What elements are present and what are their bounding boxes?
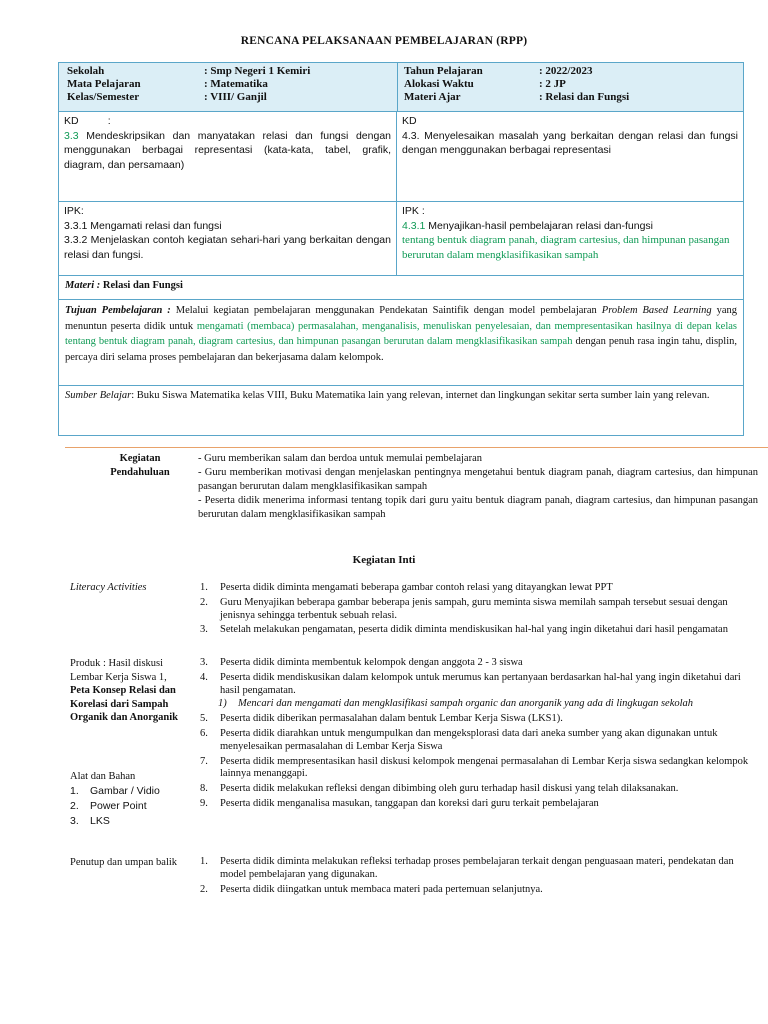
item-text: Guru Menyajikan beberapa gambar beberapa jenis sampah, guru meminta siswa memilah sampah tersebut sesuai dengan jenisnya sehingga terbentuk sebuah relasi.	[220, 596, 728, 621]
tujuan-paragraph	[59, 300, 743, 368]
tujuan-label: Tujuan Pembelajaran :	[65, 305, 171, 316]
materi-label: Materi :	[65, 280, 101, 291]
item-number: 4.	[200, 671, 208, 683]
kd-left-text: Mendeskripsikan dan manyatakan relasi dan fungsi dengan menggunakan berbagai representasi (kata-kata, tabel, grafik, diagram, dan persamaan)	[64, 129, 391, 171]
list-item	[200, 597, 760, 623]
document-title: RENCANA PELAKSANAAN PEMBELAJARAN (RPP)	[240, 35, 528, 47]
item-text: LKS	[90, 815, 110, 827]
kd-left-cell	[59, 112, 397, 201]
tujuan-row	[58, 300, 744, 386]
kd-right-text: 4.3. Menyelesaikan masalah yang berkaitan dengan relasi dan fungsi dengan menggunakan berbagai representasi	[402, 129, 738, 156]
value-tahun: : 2022/2023	[539, 65, 593, 77]
item-text: Peserta didik melakukan refleksi dengan dibimbing oleh guru terhadap hasil diskusi yang telah dilaksanakan.	[220, 783, 679, 795]
penutup-list	[200, 856, 760, 898]
ipk-right-text-1: Menyajikan-hasil pembelajaran relasi dan-fungsi	[428, 219, 653, 232]
list-item	[200, 582, 760, 595]
pendahuluan-body	[198, 452, 758, 522]
item-text: Peserta didik diminta melakukan refleksi terhadap proses pembelajaran terkait dengan penguasaan materi, pendekatan dan model pembelajaran yang digunakan.	[220, 856, 734, 880]
kd-row	[58, 112, 744, 202]
item-text: Peserta didik diarahkan untuk mengumpulkan dan mengeksplorasi data dari aneka sumber yang akan digunakan untuk menyelesaikan permasalahan di Lembar Kerja Siswa	[220, 727, 718, 752]
label-materi-ajar: Materi Ajar	[404, 91, 461, 103]
label-tahun: Tahun Pelajaran	[404, 65, 483, 77]
kd-right-label: KD	[402, 115, 417, 127]
label-alokasi: Alokasi Waktu	[404, 78, 474, 90]
pendahuluan-item: - Guru memberikan motivasi dengan menjelaskan pentingnya mengetahui bentuk diagram panah, diagram cartesius, dan himpunan pasangan berurutan dalam mengklasifikasikan sampah	[198, 467, 758, 492]
kd-left-text-block	[64, 129, 391, 173]
ipk-left-cell	[59, 202, 397, 275]
identity-header	[58, 62, 744, 112]
list-item	[200, 856, 760, 882]
item-number: 2.	[200, 596, 208, 608]
value-sekolah: : Smp Negeri 1 Kemiri	[204, 65, 311, 77]
alat-label: Alat dan Bahan	[70, 771, 136, 782]
item-text: Peserta didik diminta mengamati beberapa gambar contoh relasi yang ditayangkan lewat PPT	[220, 582, 613, 593]
materi-line	[59, 276, 743, 297]
item-number: 3.	[200, 657, 208, 668]
kd-right-cell	[397, 112, 743, 201]
pendahuluan-item: - Peserta didik menerima informasi tentang topik dari guru yaitu bentuk diagram panah, diagram cartesius, dan himpunan pasangan berurutan dalam mengklasifikasikan sampah	[198, 495, 758, 520]
sub-item-text: Mencari dan mengamati dan mengklasifikasi sampah organic dan anorganik yang ada di lingkugan sekolah	[238, 698, 694, 710]
item-text: Peserta didik mendiskusikan dalam kelompok untuk merumus kan pertanyaan berdasarkan hal-hal yang ingin diketahui dari hasil pengamatan.	[220, 671, 741, 696]
item-number: 1.	[200, 856, 208, 867]
pendahuluan-item: - Guru memberikan salam dan berdoa untuk memulai pembelajaran	[198, 453, 482, 464]
materi-row	[58, 276, 744, 300]
kd-left-number: 3.3	[64, 129, 79, 142]
header-divider	[397, 63, 398, 111]
alat-bahan	[70, 769, 160, 829]
produk-label	[70, 657, 182, 725]
list-item	[200, 884, 760, 897]
ipk-left-label: IPK:	[64, 205, 84, 217]
item-number: 6.	[200, 727, 208, 739]
ipk-left-item-1: 3.3.1 Mengamati relasi dan fungsi	[64, 219, 222, 232]
tujuan-pbl: Problem Based Learning	[601, 305, 712, 316]
list-item	[200, 657, 760, 670]
ipk-right-cell	[397, 202, 743, 275]
tujuan-green-text: mengamati (membaca) permasalahan, menganalisis, menuliskan penyelesaian, dan mempresentasikan hasilnya di depan kelas tentang bentuk diagram panah, diagram cartesius, dan himpunan pasangan berurutan dalam mengklasifikasikan sampah	[65, 320, 738, 347]
sumber-paragraph	[59, 386, 743, 407]
tujuan-text-1: Melalui kegiatan pembelajaran menggunakan Pendekatan Saintifik dengan model pembelajaran	[175, 305, 597, 316]
sub-list-item	[200, 698, 760, 711]
item-text: Gambar / Vidio	[90, 785, 160, 797]
value-alokasi: : 2 JP	[539, 78, 566, 90]
alat-item	[70, 814, 160, 829]
sumber-label: Sumber Belajar	[65, 390, 132, 401]
penutup-label: Penutup dan umpan balik	[70, 857, 178, 868]
header-right	[404, 65, 629, 104]
item-number: 1.	[70, 785, 79, 797]
alat-item	[70, 784, 160, 799]
list-item	[200, 713, 760, 726]
item-number: 2.	[70, 800, 79, 812]
list-item	[200, 783, 760, 796]
item-number: 9.	[200, 797, 208, 809]
pendahuluan-label	[90, 452, 190, 479]
kegiatan-inti-title: Kegiatan Inti	[352, 554, 416, 566]
header-left	[67, 65, 310, 104]
item-text: Peserta didik diberikan permasalahan dalam bentuk Lembar Kerja Siswa (LKS1).	[220, 713, 563, 725]
item-number: 3.	[200, 624, 208, 636]
item-text: Power Point	[90, 800, 147, 812]
list-item	[200, 624, 760, 637]
label-kelas: Kelas/Semester	[67, 91, 140, 103]
item-text: Peserta didik menganalisa masukan, tanggapan dan koreksi dari guru terkait pembelajaran	[220, 797, 599, 809]
value-materi-ajar: : Relasi dan Fungsi	[539, 91, 630, 103]
item-text: Peserta didik mempresentasikan hasil diskusi kelompok mengenai permasalahan di Lembar Kerja siswa sedangkan kelompok lainnya menanggapi.	[220, 755, 749, 780]
ipk-right-text-2: tentang bentuk diagram panah, diagram cartesius, dan himpunan pasangan berurutan dalam mengklasifikasikan sampah	[402, 234, 730, 261]
label-sekolah: Sekolah	[67, 65, 105, 77]
item-number: 2.	[200, 883, 208, 895]
alat-item	[70, 799, 160, 814]
ipk-row	[58, 202, 744, 276]
sumber-text: : Buku Siswa Matematika kelas VIII, Buku Matematika lain yang relevan, internet dan lingkungan sekitar serta sumber lain yang relevan.	[131, 390, 710, 401]
produk-label-bold: Peta Konsep Relasi dan Korelasi dari Sampah Organik dan Anorganik	[70, 685, 178, 723]
sumber-row	[58, 386, 744, 436]
label-mapel: Mata Pelajaran	[67, 78, 141, 90]
ipk-right-item-1	[402, 219, 738, 234]
produk-label-text: Produk : Hasil diskusi Lembar Kerja Siswa 1,	[70, 658, 167, 683]
list-item	[200, 798, 760, 811]
sub-item-number: 1)	[218, 698, 227, 710]
activity-list	[200, 657, 760, 813]
item-number: 7.	[200, 755, 208, 767]
item-text: Setelah melakukan pengamatan, peserta didik diminta mendiskusikan hal-hal yang ingin diketahui dari hasil pengamatan	[220, 624, 728, 636]
tujuan-text-3: dengan penuh rasa ingin tahu, displin, percaya diri selama proses pembelajaran dan bekerjasama dalam kelompok.	[65, 336, 738, 363]
ipk-right-number: 4.3.1	[402, 219, 426, 232]
pendahuluan-label-2: Pendahuluan	[110, 466, 170, 478]
ipk-right-label: IPK :	[402, 205, 425, 217]
materi-value: Relasi dan Fungsi	[102, 280, 183, 291]
item-number: 5.	[200, 713, 208, 725]
list-item	[200, 756, 760, 782]
literacy-label: Literacy Activities	[70, 582, 147, 593]
value-mapel: : Matematika	[204, 78, 268, 90]
value-kelas: : VIII/ Ganjil	[204, 91, 267, 103]
item-number: 8.	[200, 783, 208, 795]
item-text: Peserta didik diminta membentuk kelompok dengan anggota 2 - 3 siswa	[220, 657, 523, 668]
ipk-left-item-2: 3.3.2 Menjelaskan contoh kegiatan sehari-hari yang berkaitan dengan relasi dan fungsi.	[64, 234, 391, 261]
kd-left-label: KD :	[64, 115, 111, 127]
list-item	[200, 728, 760, 754]
tujuan-text-2: yang menuntun peserta didik untuk	[65, 305, 738, 332]
item-number: 3.	[70, 815, 79, 827]
literacy-list	[200, 582, 760, 639]
item-number: 1.	[200, 582, 208, 593]
section-divider	[65, 447, 768, 448]
list-item	[200, 672, 760, 698]
pendahuluan-label-1: Kegiatan	[119, 453, 161, 464]
item-text: Peserta didik diingatkan untuk membaca materi pada pertemuan selanjutnya.	[220, 883, 543, 895]
